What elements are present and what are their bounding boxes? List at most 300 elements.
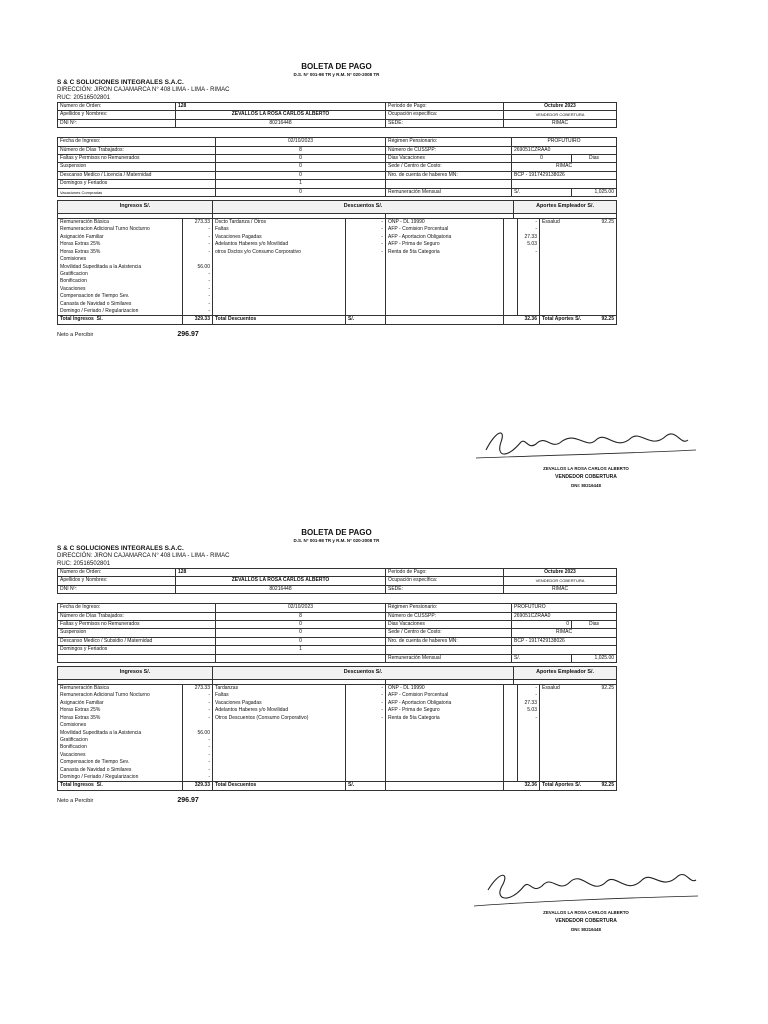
table-cell: RIMAC [512, 163, 617, 171]
table-cell [386, 316, 504, 324]
table-cell: - [183, 707, 213, 714]
table-cell: 02/10/2023 [216, 604, 386, 612]
table-cell: Movilidad Supeditada a la Asistencia [58, 264, 183, 271]
table-cell: 0 [512, 155, 572, 163]
table-cell: Remuneración Mensual [386, 654, 512, 662]
table-cell: - [518, 249, 540, 256]
table-cell [518, 774, 540, 782]
table-cell [386, 264, 504, 271]
table-cell [386, 308, 504, 316]
table-cell [346, 744, 386, 751]
table-cell: Suspension [58, 629, 216, 637]
table-cell [504, 744, 518, 751]
table-cell: Sede / Centro de Costo: [386, 629, 512, 637]
detail-row [58, 293, 617, 300]
details-table [57, 603, 617, 663]
table-cell [346, 737, 386, 744]
table-cell [540, 707, 617, 714]
table-cell: Vacaciones Pagadas [213, 700, 346, 707]
table-cell: - [183, 293, 213, 300]
table-cell: Faltas [213, 692, 346, 699]
table-cell: 27.33 [518, 234, 540, 241]
table-cell [386, 293, 504, 300]
table-cell [518, 722, 540, 729]
table-cell [504, 249, 518, 256]
table-cell: Remuneración Mensual [386, 188, 512, 196]
company-address: DIRECCIÓN: JIRON CAJAMARCA N° 408 LIMA - LIMA - RIMAC [57, 87, 230, 93]
table-cell: Bonificacion [58, 744, 183, 751]
table-cell: BCP - 19174291380​26 [512, 171, 617, 179]
detail-row [58, 715, 617, 722]
table-cell: 02/10/2023 [216, 138, 386, 146]
table-cell: Descuentos S/. [213, 201, 514, 214]
earnings-detail [57, 219, 617, 325]
table-cell: 128 [176, 103, 386, 111]
table-cell: - [518, 219, 540, 226]
table-cell [386, 737, 504, 744]
table-cell [346, 286, 386, 293]
table-cell [386, 722, 504, 729]
table-cell: Total Descuentos [213, 316, 346, 324]
company-name: S & C SOLUCIONES INTEGRALES S.A.C. [57, 79, 184, 86]
table-cell: Bonificacion [58, 278, 183, 285]
table-cell [518, 301, 540, 308]
table-cell: Número de Días Trabajados: [58, 146, 216, 154]
table-cell: - [183, 249, 213, 256]
table-cell [518, 730, 540, 737]
table-cell: Sede / Centro de Costo: [386, 163, 512, 171]
table-cell [504, 752, 518, 759]
detail-row [58, 219, 617, 226]
table-cell: Ingresos S/. [58, 667, 213, 680]
table-cell: SEDE: [386, 119, 504, 127]
table-cell: 269051CZRAA0 [512, 612, 617, 620]
table-cell: Dias [572, 155, 617, 163]
table-cell [386, 271, 504, 278]
table-cell: - [183, 226, 213, 233]
table-cell [540, 700, 617, 707]
table-cell: Adelantos Haberes y/o Movilidad [213, 707, 346, 714]
table-cell: - [518, 685, 540, 692]
table-cell: Horas Extras 25% [58, 241, 183, 248]
table-cell [518, 286, 540, 293]
company-ruc: RUC: 20516502801 [57, 95, 111, 101]
table-cell [540, 774, 617, 782]
table-cell: 128 [176, 569, 386, 577]
table-cell [518, 264, 540, 271]
table-cell [346, 767, 386, 774]
table-cell [518, 744, 540, 751]
table-cell: 0 [216, 621, 386, 629]
payslip-2 [57, 528, 616, 804]
detail-row [58, 767, 617, 774]
table-cell [386, 752, 504, 759]
table-cell [518, 308, 540, 316]
table-cell: Domingos y Feriados [58, 180, 216, 188]
detail-row [58, 264, 617, 271]
table-cell: AFP - Prima de Seguro [386, 241, 504, 248]
table-cell [346, 759, 386, 766]
table-cell: Remuneración Básica [58, 685, 183, 692]
table-cell: 80216448 [176, 585, 386, 593]
slip-decree: D.S. N° 001-98 TR y R.M. N° 020-2008 TR [293, 538, 380, 543]
table-cell: Número de CUSSPP: [386, 146, 512, 154]
table-cell [540, 278, 617, 285]
table-cell: Horas Extras 25% [58, 707, 183, 714]
table-cell [386, 782, 504, 790]
table-cell: AFP - Comision Porcentual [386, 226, 504, 233]
table-cell: Descuentos S/. [213, 667, 514, 680]
table-cell [58, 654, 216, 662]
table-cell: DNI Nº: [58, 119, 176, 127]
signature-block-2: ZEVALLOS LA ROSA CARLOS ALBERTO VENDEDOR COBERTURA DNI: 80216448 [456, 862, 716, 932]
table-cell: - [346, 707, 386, 714]
table-cell: Horas Extras 35% [58, 249, 183, 256]
payslip-1 [57, 62, 616, 338]
table-cell: DNI Nº: [58, 585, 176, 593]
table-cell: Renta de 5ta Categoria [386, 715, 504, 722]
table-cell: RIMAC [504, 585, 617, 593]
table-cell [540, 226, 617, 233]
table-cell: Otros Descuentos (Consumo Corporativo) [213, 715, 346, 722]
table-cell: AFP - Prima de Seguro [386, 707, 504, 714]
table-cell: 0 [216, 637, 386, 645]
detail-row [58, 286, 617, 293]
table-cell: Tardanzas [213, 685, 346, 692]
table-cell: - [346, 234, 386, 241]
table-cell: ZEVALLOS LA ROSA CARLOS ALBERTO [176, 577, 386, 585]
earnings-table [57, 666, 617, 685]
table-cell: Comisiones [58, 256, 183, 263]
table-cell: - [183, 774, 213, 782]
table-cell [346, 730, 386, 737]
table-cell [346, 271, 386, 278]
table-cell [346, 308, 386, 316]
table-cell [346, 774, 386, 782]
table-cell: - [183, 278, 213, 285]
table-cell: 0 [216, 188, 386, 196]
table-cell [213, 730, 346, 737]
table-cell [346, 293, 386, 300]
employee-table [57, 102, 617, 128]
table-cell: Apellidos y Nombres: [58, 111, 176, 119]
table-cell: Aportes Empleador S/. [514, 201, 617, 214]
table-cell: Total Descuentos [213, 782, 346, 790]
table-cell [540, 722, 617, 729]
table-cell: Régimen Pensionario: [386, 604, 512, 612]
detail-row [58, 685, 617, 692]
table-cell [504, 271, 518, 278]
table-cell: Total Ingresos S/. [58, 316, 183, 324]
table-cell [213, 271, 346, 278]
table-cell: S/. [346, 316, 386, 324]
detail-row [58, 722, 617, 729]
table-cell: Fecha de Ingreso: [58, 138, 216, 146]
table-cell [213, 256, 346, 263]
table-cell [346, 752, 386, 759]
table-cell [504, 234, 518, 241]
table-cell: Nro. de cuenta de haberes MN: [386, 171, 512, 179]
table-cell: 0 [216, 155, 386, 163]
detail-row [58, 692, 617, 699]
table-cell [346, 256, 386, 263]
table-cell [504, 308, 518, 316]
table-cell [540, 767, 617, 774]
net-pay: Neto a Percibir 296.97 [57, 330, 199, 338]
table-cell: Ingresos S/. [58, 201, 213, 214]
table-cell [213, 744, 346, 751]
table-cell [504, 301, 518, 308]
detail-row [58, 226, 617, 233]
table-cell [540, 249, 617, 256]
table-cell: 1,025.00 [572, 188, 617, 196]
signature-block-1: ZEVALLOS LA ROSA CARLOS ALBERTO VENDEDOR COBERTURA DNI: 80216448 [456, 420, 716, 488]
detail-row [58, 730, 617, 737]
table-cell [518, 767, 540, 774]
table-cell [386, 301, 504, 308]
table-cell: 329.33 [183, 782, 213, 790]
table-cell: Horas Extras 35% [58, 715, 183, 722]
table-cell: - [518, 692, 540, 699]
table-cell: AFP - Comision Porcentual [386, 692, 504, 699]
table-cell: Faltas y Permisos no Remunerados [58, 155, 216, 163]
table-cell [504, 685, 518, 692]
table-cell [213, 293, 346, 300]
table-cell: 273.33 [183, 685, 213, 692]
table-cell [504, 759, 518, 766]
table-cell [346, 264, 386, 271]
table-cell: 80216448 [176, 119, 386, 127]
table-cell: 5.03 [518, 241, 540, 248]
table-cell: - [183, 308, 213, 316]
table-cell: Dias [572, 621, 617, 629]
table-cell: - [346, 249, 386, 256]
table-cell: 5.03 [518, 707, 540, 714]
table-cell [540, 737, 617, 744]
table-cell [518, 752, 540, 759]
table-cell: Descanso Medico / Licencia / Maternidad [58, 171, 216, 179]
detail-row [58, 278, 617, 285]
table-cell: Essalud 92.25 [540, 685, 617, 692]
table-cell [540, 308, 617, 316]
table-cell: Total Aportes S/. 92.25 [540, 782, 617, 790]
table-cell: ZEVALLOS LA ROSA CARLOS ALBERTO [176, 111, 386, 119]
table-cell: Periodo de Pago: [386, 103, 504, 111]
table-cell [540, 293, 617, 300]
table-cell: 8 [216, 146, 386, 154]
table-cell [213, 680, 386, 685]
table-cell: SEDE: [386, 585, 504, 593]
table-cell: Renta de 5ta Categoria [386, 249, 504, 256]
table-cell: 32.36 [504, 782, 540, 790]
table-cell: Número de CUSSPP: [386, 612, 512, 620]
table-cell [504, 692, 518, 699]
detail-row [58, 301, 617, 308]
table-cell [540, 730, 617, 737]
table-cell: PROFUTUIRO [512, 138, 617, 146]
table-cell [386, 278, 504, 285]
detail-row [58, 752, 617, 759]
table-cell: Essalud 92.25 [540, 219, 617, 226]
table-cell [504, 256, 518, 263]
table-cell [518, 278, 540, 285]
table-cell: Vacaciones [58, 752, 183, 759]
table-cell: ONP - DL 19990 [386, 685, 504, 692]
table-cell: Asignación Familiar [58, 700, 183, 707]
detail-row [58, 737, 617, 744]
table-cell: 0 [216, 163, 386, 171]
table-cell: - [346, 226, 386, 233]
table-cell: ONP - DL 19990 [386, 219, 504, 226]
table-cell: Dscto Tardanza / Otros [213, 219, 346, 226]
table-cell: - [346, 715, 386, 722]
table-cell: Gratificacion [58, 271, 183, 278]
table-cell: Canasta de Navidad o Similares [58, 767, 183, 774]
table-cell [58, 680, 213, 685]
table-cell [540, 301, 617, 308]
table-cell: - [183, 759, 213, 766]
table-cell: - [518, 715, 540, 722]
table-cell: 329.33 [183, 316, 213, 324]
net-pay: Neto a Percibir 296.97 [57, 796, 199, 804]
table-cell: Octubre 2023 [504, 569, 617, 577]
table-cell: Numero de Orden: [58, 103, 176, 111]
table-cell: - [183, 271, 213, 278]
table-cell: Domingo / Feriado / Regularizacion [58, 308, 183, 316]
table-cell: - [346, 700, 386, 707]
table-cell [540, 692, 617, 699]
table-cell: 32.36 [504, 316, 540, 324]
table-cell: Descanso Medico / Subsidio / Maternidad [58, 637, 216, 645]
earnings-detail [57, 685, 617, 791]
table-cell [512, 646, 617, 654]
table-cell [504, 730, 518, 737]
table-cell [213, 737, 346, 744]
table-cell [504, 722, 518, 729]
table-cell [213, 767, 346, 774]
table-cell: Faltas y Permisos no Remunerados [58, 621, 216, 629]
table-cell: S/. [512, 654, 572, 662]
table-cell: Dias Vacaciones [386, 621, 512, 629]
table-cell [514, 680, 617, 685]
detail-row [58, 707, 617, 714]
table-cell: - [346, 685, 386, 692]
table-cell: AFP - Aportacion Obligatoria [386, 234, 504, 241]
table-cell: Comisiones [58, 722, 183, 729]
table-cell: - [346, 241, 386, 248]
table-cell: Faltas [213, 226, 346, 233]
table-cell [504, 767, 518, 774]
table-cell [386, 730, 504, 737]
earnings-table [57, 200, 617, 219]
table-cell: 269051CZRAA0 [512, 146, 617, 154]
table-cell [213, 752, 346, 759]
table-cell: - [183, 286, 213, 293]
table-cell: Domingos y Feriados [58, 646, 216, 654]
table-cell [504, 774, 518, 782]
table-cell: - [518, 226, 540, 233]
table-cell [518, 293, 540, 300]
table-cell: Remuneración Básica [58, 219, 183, 226]
table-cell: BCP - 19174291380​26 [512, 637, 617, 645]
table-cell [518, 256, 540, 263]
table-cell [346, 301, 386, 308]
table-cell [386, 744, 504, 751]
table-cell [213, 214, 386, 219]
table-cell [540, 715, 617, 722]
company-address: DIRECCIÓN: JIRON CAJAMARCA N° 408 LIMA - LIMA - RIMAC [57, 553, 230, 559]
table-cell [183, 722, 213, 729]
table-cell: - [183, 737, 213, 744]
table-cell [540, 264, 617, 271]
table-cell: 56.00 [183, 264, 213, 271]
table-cell [504, 707, 518, 714]
table-cell: Remuneracion Adicional Turno Nocturno [58, 226, 183, 233]
table-cell: Numero de Orden: [58, 569, 176, 577]
detail-row [58, 774, 617, 782]
table-cell [213, 722, 346, 729]
table-cell: Octubre 2023 [504, 103, 617, 111]
table-cell [346, 722, 386, 729]
table-cell [213, 264, 346, 271]
table-cell: Remuneracion Adicional Turno Nocturno [58, 692, 183, 699]
table-cell: otros Dsctos y/o Consumo Corporativo [213, 249, 346, 256]
table-cell [213, 308, 346, 316]
table-cell [504, 700, 518, 707]
table-cell [540, 241, 617, 248]
table-cell: - [183, 715, 213, 722]
table-cell [504, 278, 518, 285]
table-cell: 8 [216, 612, 386, 620]
table-cell: - [183, 301, 213, 308]
detail-row [58, 241, 617, 248]
table-cell [518, 271, 540, 278]
table-cell [216, 654, 386, 662]
table-cell [518, 737, 540, 744]
table-cell [504, 219, 518, 226]
table-cell: 273.33 [183, 219, 213, 226]
detail-row [58, 308, 617, 316]
table-cell [504, 286, 518, 293]
table-cell: - [346, 692, 386, 699]
table-cell [386, 286, 504, 293]
table-cell: Total Ingresos S/. [58, 782, 183, 790]
table-cell: - [183, 241, 213, 248]
table-cell: 1 [216, 180, 386, 188]
table-cell [213, 774, 346, 782]
table-cell [386, 767, 504, 774]
slip-title: BOLETA DE PAGO [301, 62, 372, 71]
table-cell [213, 278, 346, 285]
table-cell: PROFUTURO [512, 604, 617, 612]
table-cell [540, 744, 617, 751]
table-cell: - [183, 700, 213, 707]
table-cell: VENDEDOR COBERTURA [504, 577, 617, 585]
table-cell [213, 301, 346, 308]
detail-row [58, 700, 617, 707]
signature-handwriting [466, 420, 706, 470]
table-cell [504, 264, 518, 271]
table-cell: Fecha de Ingreso: [58, 604, 216, 612]
table-cell: RIMAC [504, 119, 617, 127]
table-cell [540, 271, 617, 278]
table-cell: Ocupación específica: [386, 111, 504, 119]
table-cell: Vacaciones Pagadas [213, 234, 346, 241]
table-cell [386, 759, 504, 766]
detail-row [58, 744, 617, 751]
table-cell [514, 214, 617, 219]
table-cell [386, 774, 504, 782]
